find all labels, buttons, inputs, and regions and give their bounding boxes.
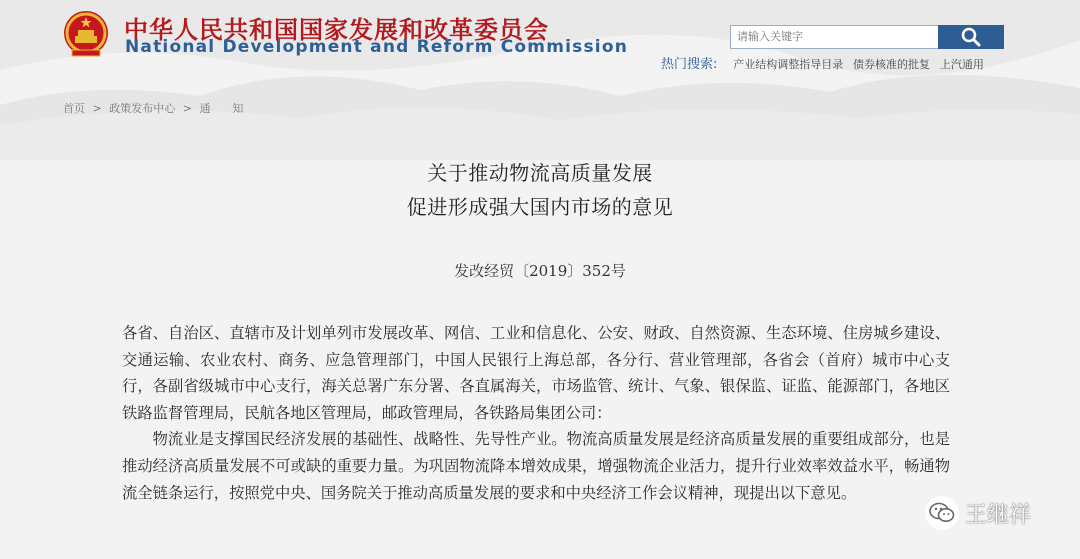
breadcrumb-separator: > [182, 102, 192, 115]
site-header [0, 0, 1080, 92]
document-body [122, 320, 950, 506]
hot-keyword-link[interactable]: 上汽通用 [939, 58, 984, 71]
hot-search-label: 热门搜索: [661, 57, 718, 72]
search-button[interactable] [938, 25, 1004, 49]
watermark-text: 王继祥 [965, 502, 1032, 528]
search-icon [960, 26, 982, 48]
search-input[interactable] [730, 25, 944, 49]
breadcrumb-policy-center-link[interactable]: 政策发布中心 [109, 102, 176, 115]
wechat-icon [925, 496, 959, 530]
breadcrumb-separator: > [92, 102, 102, 115]
national-emblem-icon[interactable] [62, 9, 110, 59]
breadcrumb-home-link[interactable]: 首页 [63, 102, 85, 115]
hot-search [661, 53, 990, 72]
watermark [925, 496, 1031, 530]
hot-keyword-link[interactable]: 债券核准的批复 [853, 58, 931, 71]
breadcrumb-notice-link[interactable]: 通 知 [199, 102, 244, 115]
hot-keyword-link[interactable]: 产业结构调整指导目录 [733, 58, 844, 71]
document-title-line2: 促进形成强大国内市场的意见 [406, 195, 674, 219]
breadcrumb [63, 100, 247, 116]
addressees-paragraph: 各省、自治区、直辖市及计划单列市发展改革、网信、工业和信息化、公安、财政、自然资源、生态环境、住房城乡建设、交通运输、农业农村、商务、应急管理部门，中国人民银行上海总部，各分行、营业管理部，各省会（首府）城市中心支行，各副省级城市中心支行，海关总署广东分署、各直属海关，市场监管、统计、气象、银保监、证监、能源部门，各地区铁路监督管理局，民航各地区管理局，邮政管理局，各铁路局集团公司： [122, 324, 950, 422]
body-paragraph: 物流业是支撑国民经济发展的基础性、战略性、先导性产业。物流高质量发展是经济高质量发展的重要组成部分，也是推动经济高质量发展不可或缺的重要力量。为巩固物流降本增效成果，增强物流企业活力，提升行业效率效益水平，畅通物流全链条运行，按照党中央、国务院关于推动高质量发展的要求和中央经济工作会议精神，现提出以下意见。 [122, 430, 950, 502]
document-title-line1: 关于推动物流高质量发展 [427, 161, 653, 185]
site-title-en[interactable]: National Development and Reform Commission [125, 37, 628, 57]
document-number: 发改经贸〔2019〕352号 [454, 262, 626, 280]
site-title-cn[interactable]: 中华人民共和国国家发展和改革委员会 [124, 16, 549, 44]
